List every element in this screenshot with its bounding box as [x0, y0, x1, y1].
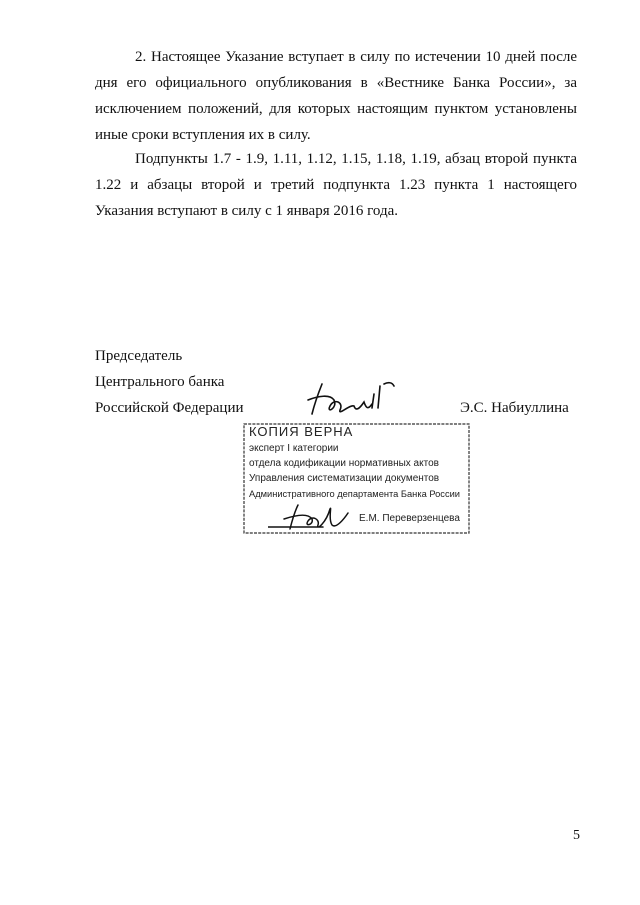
- text-line: Подпункты 1.7 - 1.9, 1.11, 1.12, 1.15, 1.18, 1.19, абзац второй пункта: [135, 151, 577, 167]
- signatory-title-line: Центрального банка: [95, 374, 225, 390]
- signatory-title-line: Российской Федерации: [95, 400, 244, 416]
- text-line: 1.22 и абзацы второй и третий подпункта 1.23 пункта 1 настоящего: [95, 177, 577, 193]
- stamp-line: Административного департамента Банка России: [249, 489, 460, 499]
- signatory-name: Э.С. Набиуллина: [460, 400, 569, 416]
- text-line: исключением положений, для которых настоящим пунктом установлены: [95, 101, 577, 117]
- text-line: дня его официального опубликования в «Вестнике Банка России», за: [95, 75, 577, 91]
- handwritten-signature: [300, 378, 420, 422]
- paragraph-subpoints: [95, 146, 577, 224]
- copy-certified-stamp: [243, 423, 470, 534]
- stamp-handwritten-signature: [268, 499, 353, 533]
- page-number: 5: [573, 828, 580, 843]
- text-line: Указания вступают в силу с 1 января 2016 года.: [95, 203, 398, 219]
- stamp-line: Управления систематизации документов: [249, 473, 440, 484]
- stamp-line: эксперт I категории: [249, 443, 339, 454]
- text-line: иные сроки вступления их в силу.: [95, 127, 311, 143]
- stamp-title: КОПИЯ ВЕРНА: [249, 424, 354, 439]
- signatory-title-line: Председатель: [95, 348, 183, 364]
- text-line: 2. Настоящее Указание вступает в силу по истечении 10 дней после: [135, 49, 577, 65]
- stamp-line: отдела кодификации нормативных актов: [249, 458, 439, 469]
- stamp-signer-name: Е.М. Переверзенцева: [359, 513, 460, 524]
- paragraph-effective-date: [95, 44, 577, 148]
